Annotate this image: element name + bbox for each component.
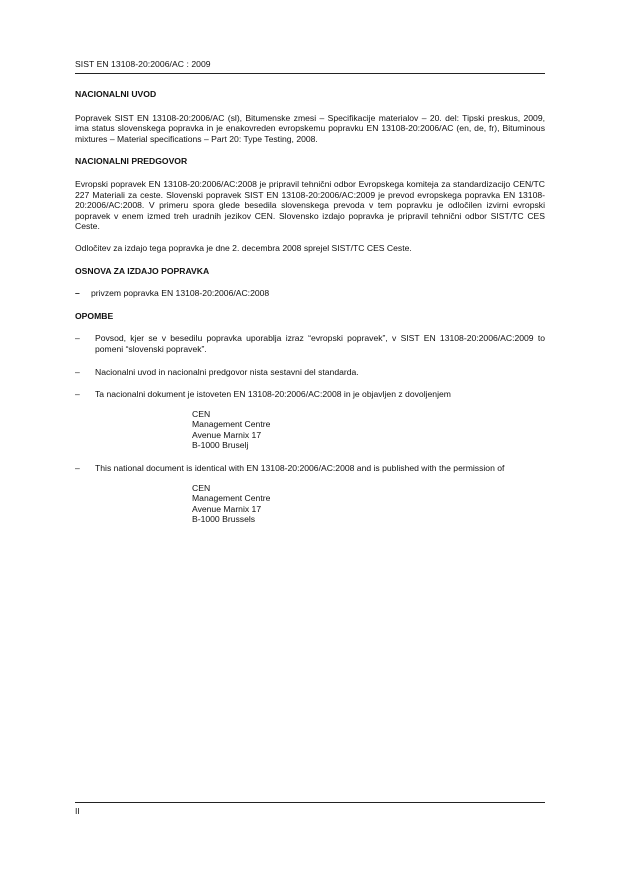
note-dash: – [75,333,80,344]
page-number: II [75,806,80,816]
address-line: B-1000 Bruselj [192,440,249,451]
note-item [75,333,545,354]
heading-nacionalni-predgovor: NACIONALNI PREDGOVOR [75,156,188,167]
address-block-sl [192,409,545,451]
osnova-list-item [75,288,545,299]
heading-osnova: OSNOVA ZA IZDAJO POPRAVKA [75,265,210,276]
document-body [75,89,545,525]
footer-rule [75,802,545,803]
address-line: Management Centre [192,419,271,430]
osnova-item-text: privzem popravka EN 13108-20:2006/AC:2008 [91,288,270,299]
note-text: Povsod, kjer se v besedilu popravka uporablja izraz “evropski popravek”, v SIST EN 13108-20:2006/AC:2009 to pomeni “slovenski popravek”. [95,333,545,354]
address-line: CEN [192,408,211,419]
note-dash: – [75,366,80,377]
address-block-en [192,483,545,525]
note-text: This national document is identical with EN 13108-20:2006/AC:2008 and is published with the permission of [95,463,505,474]
address-line: B-1000 Brussels [192,514,256,525]
note-dash: – [75,463,80,474]
note-item [75,389,545,451]
predgovor-paragraph-1: Evropski popravek EN 13108-20:2006/AC:2008 je pripravil tehnični odbor Evropskega komiteja za standardizacijo CEN/TC 227 Materiali za ceste. Slovenski popravek SIST EN 13108-20:2006/AC:2009 je prevod evropskega popravka EN 13108-20:2006/AC:2008. V primeru spora glede besedila slovenskega prevoda v tem popravku je odločilen izvirni evropski popravek v enem izmed treh uradnih jezikov CEN. Slovensko izdajo popravka je pripravil tehnični odbor SIST/TC CES Ceste. [75,178,545,232]
note-item [75,367,545,378]
address-line: Avenue Marnix 17 [192,429,262,440]
address-line: Management Centre [192,493,271,504]
note-text: Nacionalni uvod in nacionalni predgovor nista sestavni del standarda. [95,366,359,377]
header-rule [75,73,545,74]
note-dash: – [75,389,80,400]
bullet-dash: – [75,288,80,299]
heading-opombe: OPOMBE [75,310,114,321]
address-line: Avenue Marnix 17 [192,503,262,514]
note-text: Ta nacionalni dokument je istoveten EN 13108-20:2006/AC:2008 in je objavljen z dovoljenjem [95,389,451,400]
heading-nacionalni-uvod: NACIONALNI UVOD [75,89,157,99]
nacionalni-uvod-text: Popravek SIST EN 13108-20:2006/AC (sl), Bitumenske zmesi – Specifikacije materialov – 20. del: Tipski preskus, 2009, ima status slovenskega popravka in je enakovreden evropskemu popravku EN 13108-20:2006/AC (en, de, fr), Bituminous mixtures – Material specifications – Part 20: Type Testing, 2008. [75,112,545,144]
opombe-list [75,333,545,525]
address-line: CEN [192,482,211,493]
note-item [75,463,545,525]
predgovor-paragraph-2: Odločitev za izdajo tega popravka je dne 2. decembra 2008 sprejel SIST/TC CES Ceste. [75,242,412,253]
header-doc-id: SIST EN 13108-20:2006/AC : 2009 [75,59,211,69]
